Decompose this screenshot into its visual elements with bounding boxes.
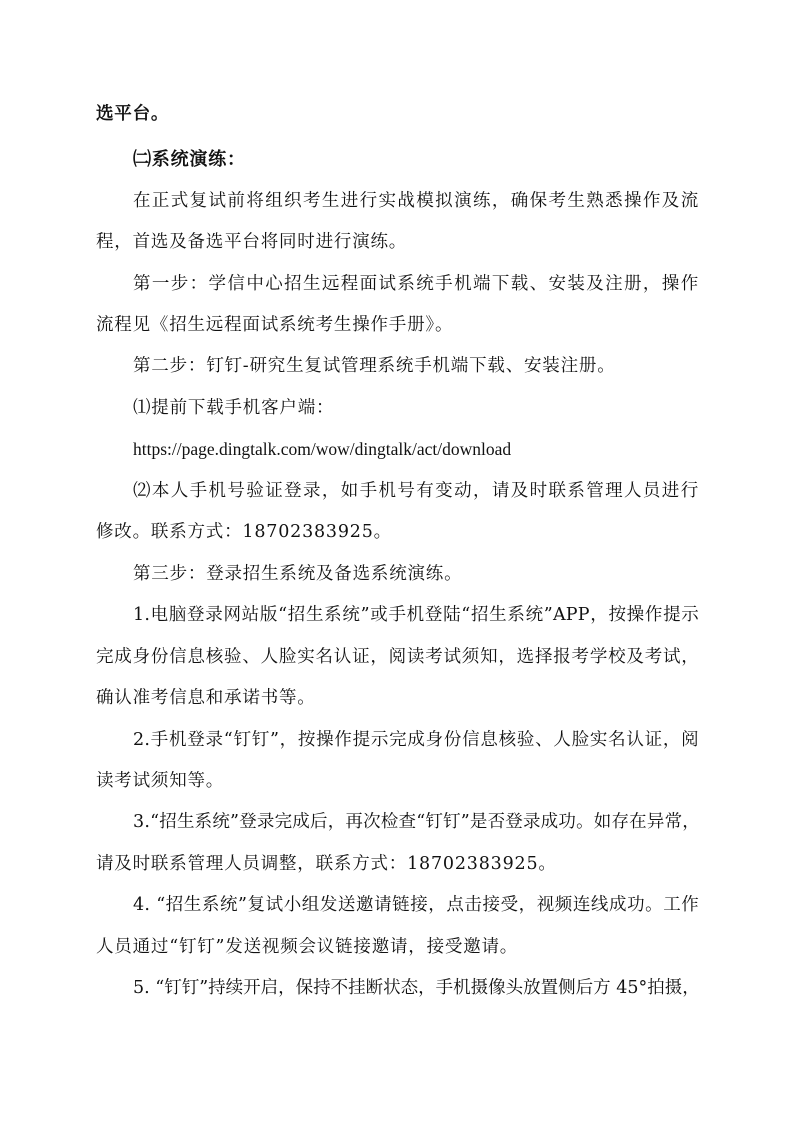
paragraph-line: 请及时联系管理人员调整，联系方式：18702383925。 bbox=[96, 854, 557, 874]
paragraph-line: ⑴提前下载手机客户端： bbox=[133, 398, 335, 418]
paragraph-line: 2.手机登录“钉钉”，按操作提示完成身份信息核验、人脸实名认证，阅 bbox=[133, 730, 699, 750]
paragraph-line: 3.“招生系统”登录完成后，再次检查“钉钉”是否登录成功。如存在异常， bbox=[133, 812, 700, 832]
paragraph-line: 4. “招生系统”复试小组发送邀请链接，点击接受，视频连线成功。工作 bbox=[133, 895, 699, 915]
paragraph-line: 修改。联系方式：18702383925。 bbox=[96, 522, 392, 542]
paragraph-line: 流程见《招生远程面试系统考生操作手册》。 bbox=[96, 315, 454, 335]
paragraph-line: 选平台。 bbox=[96, 104, 170, 124]
paragraph-line: 程，首选及备选平台将同时进行演练。 bbox=[96, 232, 408, 252]
paragraph-line: ⑵本人手机号验证登录，如手机号有变动，请及时联系管理人员进行 bbox=[133, 481, 699, 501]
paragraph-line: 5. “钉钉”持续开启，保持不挂断状态，手机摄像头放置侧后方 45°拍摄， bbox=[133, 978, 700, 998]
paragraph-line: 人员通过“钉钉”发送视频会议链接邀请，接受邀请。 bbox=[96, 937, 519, 957]
paragraph-line: 第三步：登录招生系统及备选系统演练。 bbox=[133, 564, 463, 584]
paragraph-line: 1.电脑登录网站版“招生系统”或手机登陆“招生系统”APP，按操作提示 bbox=[133, 605, 699, 625]
paragraph-line: 第二步：钉钉-研究生复试管理系统手机端下载、安装注册。 bbox=[133, 356, 616, 376]
paragraph-line: 读考试须知等。 bbox=[96, 771, 225, 791]
paragraph-line: 完成身份信息核验、人脸实名认证，阅读考试须知，选择报考学校及考试， bbox=[96, 647, 699, 667]
download-link[interactable]: https://page.dingtalk.com/wow/dingtalk/act/download bbox=[133, 439, 512, 459]
section-heading: ㈡系统演练： bbox=[133, 149, 246, 170]
paragraph-line: 在正式复试前将组织考生进行实战模拟演练，确保考生熟悉操作及流 bbox=[133, 191, 699, 211]
paragraph-line: 第一步：学信中心招生远程面试系统手机端下载、安装及注册，操作 bbox=[133, 274, 699, 294]
paragraph-line: 确认准考信息和承诺书等。 bbox=[96, 688, 316, 708]
